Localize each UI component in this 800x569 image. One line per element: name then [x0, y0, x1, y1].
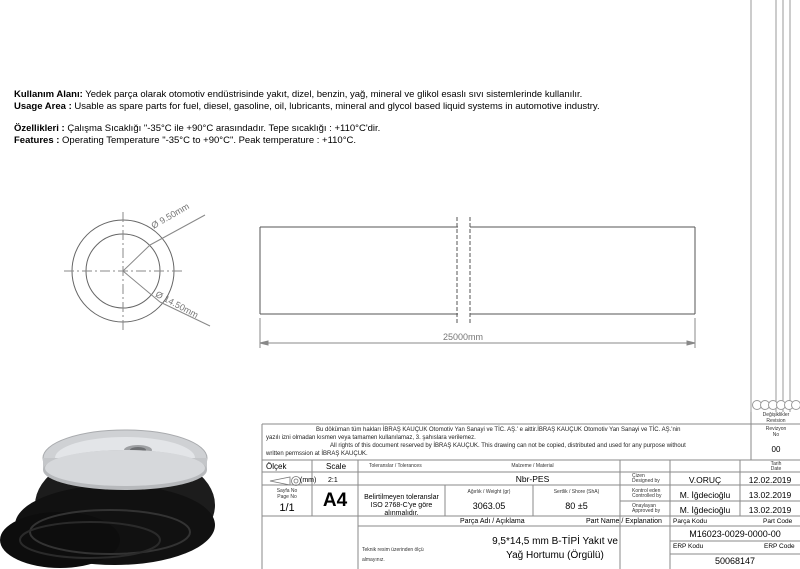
approved-label-tr: Onaylayan [632, 503, 656, 509]
weight-label: Ağırlık / Weight (gr) [467, 489, 511, 495]
features-tr-text: Çalışma Sıcaklığı "-35°C ile +90°C arasındadır. Tepe sıcaklığı : +110°C'dir. [64, 123, 381, 134]
revision-no-label-en: No [772, 432, 780, 438]
tolerance-label: Toleranslar / Tolerances [369, 463, 422, 469]
drawn-date: 12.02.2019 [748, 475, 792, 485]
features-en-text: Operating Temperature "-35°C to +90°C". Peak temperature : +110°C. [59, 135, 357, 146]
checked-label-en: Controlled by [632, 493, 662, 499]
tolerance-text-2: ISO 2768-C'ye göre [370, 502, 433, 509]
drawn-by: V.ORUÇ [688, 475, 722, 485]
hose-side-view [260, 217, 695, 325]
part-name-label-en: Part Name / Explanation [586, 518, 662, 525]
approved-date: 13.02.2019 [748, 505, 792, 515]
part-code: M16023-0029-0000-00 [689, 529, 781, 539]
sheet-value: 1/1 [279, 502, 295, 514]
copyright-tr-2: yazılı izni olmadan kısmen veya tamamen kullanılamaz, 3. şahıslara verilemez. [266, 435, 476, 441]
revision-circles-icon [753, 401, 800, 410]
revision-no-label-tr: Revizyon [765, 426, 787, 432]
checked-by: M. İğdecioğlu [679, 490, 731, 500]
revision-strip [751, 0, 790, 412]
outer-diameter-label: Ø 14.50mm [153, 289, 200, 321]
drawn-label-en: Designed by [632, 478, 660, 484]
part-code-label-en: Part Code [763, 518, 793, 525]
checked-label-tr: Kontrol eden [632, 488, 661, 494]
print-note-1: Teknik resim üzerinden ölçü [362, 547, 424, 553]
usage-tr-text: Yedek parça olarak otomotiv endüstrisinde yakıt, dizel, benzin, yağ, mineral ve glikol esaslı sıvı sistemlerinde kullanılır. [82, 89, 583, 100]
usage-en-text: Usable as spare parts for fuel, diesel, gasoline, oil, lubricants, mineral and glycol based liquid systems in automotive industry. [71, 101, 600, 112]
erp-code-label-tr: ERP Kodu [673, 543, 704, 550]
approved-by: M. İğdecioğlu [679, 505, 731, 515]
sheet-label-tr: Sayfa No [276, 488, 298, 494]
copyright-en-2: written permssion at İBRAŞ KAUÇUK. [266, 451, 368, 457]
weight-value: 3063.05 [472, 501, 506, 511]
features-tr-label: Özellikleri : [14, 123, 65, 134]
changes-label-tr: Değişiklikler [762, 412, 790, 418]
part-code-label-tr: Parça Kodu [673, 518, 707, 525]
date-label-en: Date [770, 466, 782, 472]
tolerance-text-3: alınmalıdır. [384, 510, 419, 517]
hardness-label: Sertlik / Shore (ShA) [553, 489, 600, 495]
unit-label: (mm) [300, 477, 317, 484]
scale-value: 2:1 [328, 477, 338, 484]
material-value: Nbr-PES [515, 474, 550, 484]
scale-label-en: Scale [326, 462, 347, 471]
tolerance-text-1: Belirtilmeyen toleranslar [364, 494, 439, 501]
scale-label-tr: Ölçek [266, 462, 287, 471]
approved-label-en: Approved by [632, 508, 661, 514]
date-label-tr: Tarih [770, 461, 782, 467]
part-name-line-1: 9,5*14,5 mm B-TİPİ Yakıt ve [492, 536, 618, 547]
erp-code: 50068147 [714, 556, 756, 566]
drawn-label-tr: Çizen [632, 473, 645, 479]
part-name-line-2: Yağ Hortumu (Örgülü) [506, 550, 604, 561]
hose-spool-photo [0, 430, 215, 568]
revision-no: 00 [771, 445, 781, 454]
length-dimension-label: 25000mm [443, 332, 484, 342]
hardness-value: 80 ±5 [565, 501, 588, 511]
usage-tr-label: Kullanım Alanı: [14, 89, 83, 100]
print-note-2: almayınız. [362, 557, 385, 563]
sheet-label-en: Page No [277, 494, 297, 500]
part-name-label-tr: Parça Adı / Açıklama [460, 518, 525, 525]
copyright-tr-1: Bu döküman tüm hakları İBRAŞ KAUÇUK Otomotiv Yan Sanayi ve TİC. AŞ.' e aittir.İBRAŞ KAUÇUK Otomotiv Yan Sanayi ve TİC. AŞ.'nin [316, 427, 681, 433]
erp-code-label-en: ERP Code [764, 543, 795, 550]
projection-symbol-icon [270, 477, 301, 486]
changes-label-en: Revision [766, 418, 786, 424]
checked-date: 13.02.2019 [748, 490, 792, 500]
paper-size: A4 [322, 490, 348, 511]
features-en-label: Features : [14, 135, 60, 146]
material-label: Malzeme / Material [511, 463, 554, 469]
usage-en-label: Usage Area : [14, 101, 72, 112]
copyright-en-1: All rights of this document reserved by İBRAŞ KAUÇUK. This drawing can not be copied, distributed and used for any purpose without [330, 443, 686, 449]
inner-diameter-label: Ø 9.50mm [149, 201, 191, 231]
